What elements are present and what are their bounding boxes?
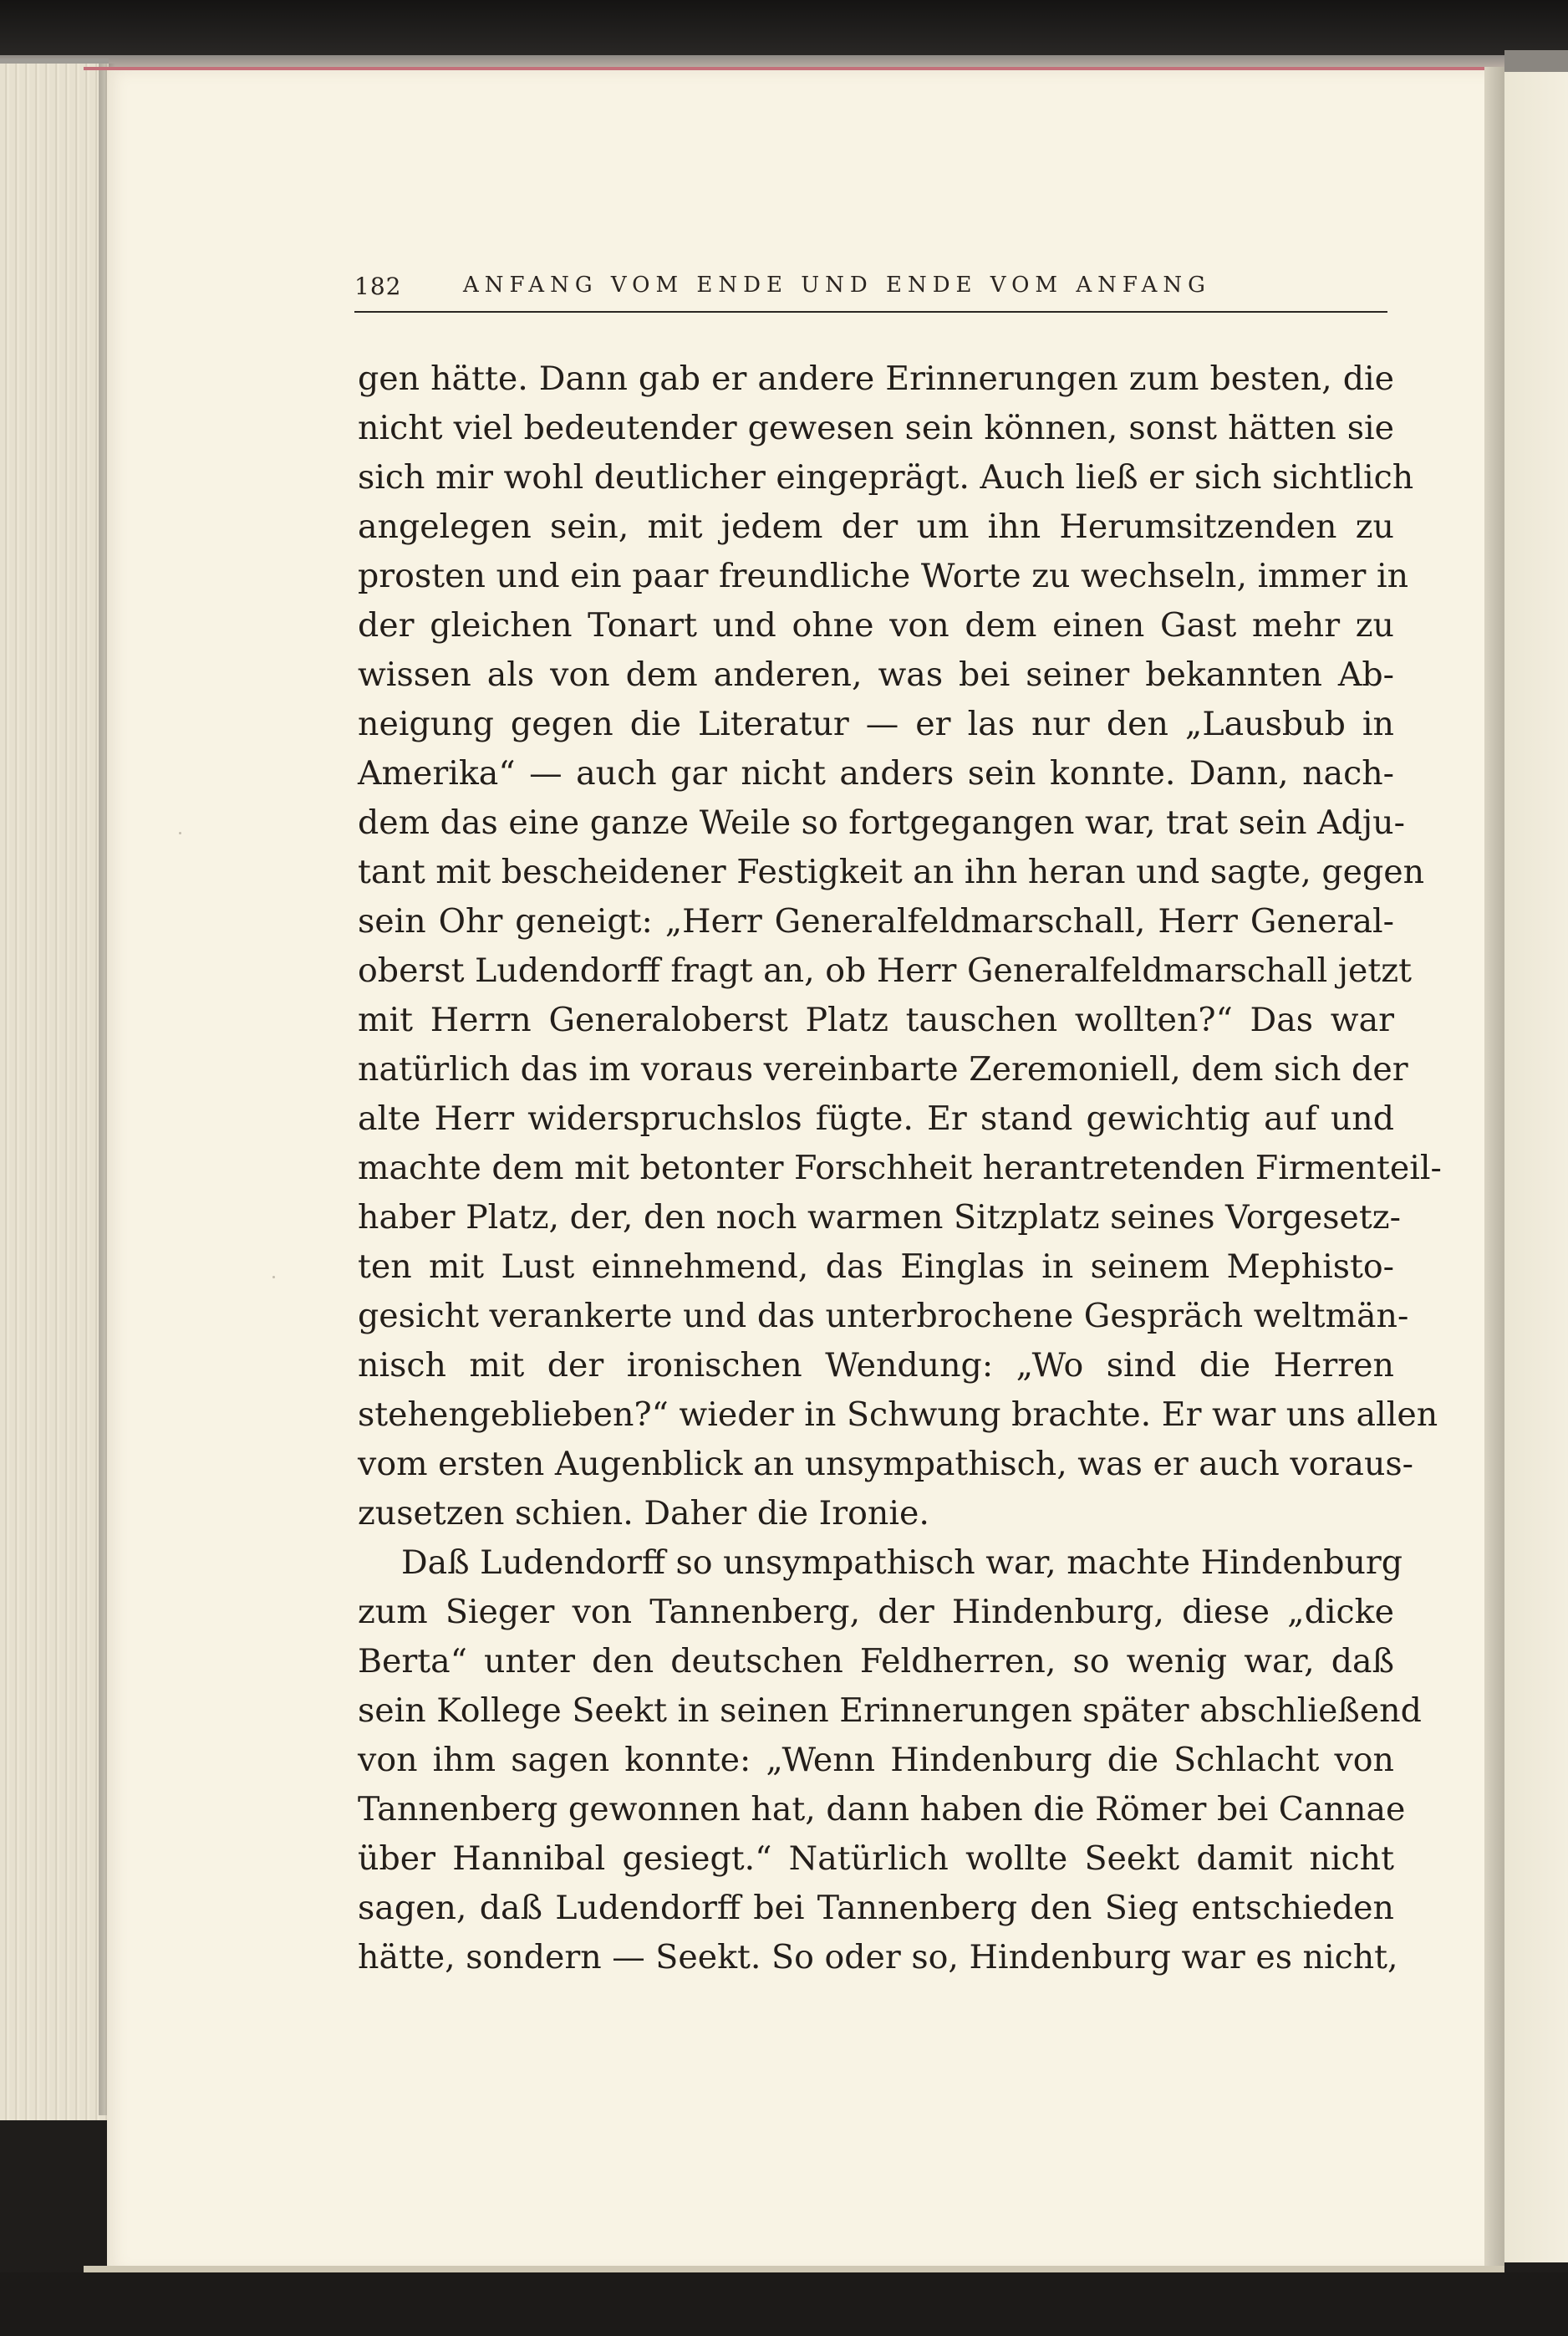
running-header	[354, 269, 1387, 313]
stacked-page-edges	[0, 59, 109, 2120]
running-title: ANFANG VOM ENDE UND ENDE VOM ANFANG	[463, 273, 1211, 298]
text-line: neigung gegen die Literatur — er las nur den „Lausbub in	[358, 705, 1394, 743]
text-line: sein Ohr geneigt: „Herr Generalfeldmarschall, Herr General-	[358, 902, 1394, 941]
text-line: stehengeblieben?“ wieder in Schwung brachte. Er war uns allen	[358, 1395, 1438, 1434]
text-line: nicht viel bedeutender gewesen sein können, sonst hätten sie	[358, 409, 1394, 447]
text-line: sich mir wohl deutlicher eingeprägt. Auch ließ er sich sichtlich	[358, 458, 1414, 497]
dark-background-bottom	[0, 2272, 1568, 2336]
text-line: dem das eine ganze Weile so fortgegangen war, trat sein Adju-	[358, 803, 1405, 842]
text-line: der gleichen Tonart und ohne von dem einen Gast mehr zu	[358, 606, 1394, 645]
text-line: gesicht verankerte und das unterbrochene Gespräch weltmän-	[358, 1297, 1409, 1335]
page-number: 182	[354, 273, 402, 300]
text-line: sein Kollege Seekt in seinen Erinnerungen später abschließend	[358, 1691, 1422, 1730]
text-line: prosten und ein paar freundliche Worte zu wechseln, immer in	[358, 557, 1409, 595]
book-gutter	[1484, 67, 1504, 2274]
text-line: gen hätte. Dann gab er andere Erinnerungen zum besten, die	[358, 360, 1394, 398]
text-line: Daß Ludendorff so unsympathisch war, machte Hindenburg	[401, 1543, 1403, 1582]
paper-speck	[272, 1276, 275, 1278]
text-line: haber Platz, der, den noch warmen Sitzplatz seines Vorgesetz-	[358, 1198, 1401, 1237]
text-line: sagen, daß Ludendorff bei Tannenberg den Sieg entschieden	[358, 1889, 1394, 1927]
text-line: nisch mit der ironischen Wendung: „Wo sind die Herren	[358, 1346, 1394, 1385]
text-line: wissen als von dem anderen, was bei seiner bekannten Ab-	[358, 655, 1394, 694]
text-line: oberst Ludendorff fragt an, ob Herr Generalfeldmarschall jetzt	[358, 951, 1412, 990]
text-line: tant mit bescheidener Festigkeit an ihn heran und sagte, gegen	[358, 853, 1425, 891]
text-line: mit Herrn Generaloberst Platz tauschen wollten?“ Das war	[358, 1001, 1394, 1039]
text-line: zum Sieger von Tannenberg, der Hindenburg, diese „dicke	[358, 1593, 1394, 1631]
text-line: Tannenberg gewonnen hat, dann haben die Römer bei Cannae	[358, 1790, 1406, 1829]
text-line: machte dem mit betonter Forschheit herantretenden Firmenteil-	[358, 1149, 1442, 1187]
text-line: alte Herr widerspruchslos fügte. Er stand gewichtig auf und	[358, 1099, 1394, 1138]
text-line: über Hannibal gesiegt.“ Natürlich wollte Seekt damit nicht	[358, 1839, 1394, 1878]
paper-speck	[179, 832, 181, 834]
facing-page-edge	[1504, 72, 1568, 2262]
text-line: hätte, sondern — Seekt. So oder so, Hindenburg war es nicht,	[358, 1938, 1398, 1976]
body-text	[358, 354, 1442, 1982]
text-line: vom ersten Augenblick an unsympathisch, was er auch voraus-	[358, 1445, 1413, 1483]
book-top-edge	[0, 55, 1504, 67]
text-line: Berta“ unter den deutschen Feldherren, so wenig war, daß	[358, 1642, 1394, 1681]
page-top-red-edge	[84, 67, 1496, 70]
text-line: ten mit Lust einnehmend, das Einglas in seinem Mephisto-	[358, 1247, 1394, 1286]
text-line: von ihm sagen konnte: „Wenn Hindenburg die Schlacht von	[358, 1741, 1394, 1779]
text-line: zusetzen schien. Daher die Ironie.	[358, 1494, 929, 1533]
text-line: Amerika“ — auch gar nicht anders sein konnte. Dann, nach-	[358, 754, 1394, 793]
book-cover-edge	[1504, 50, 1568, 72]
text-line: natürlich das im voraus vereinbarte Zeremoniell, dem sich der	[358, 1050, 1408, 1089]
dark-background-top	[0, 0, 1568, 59]
text-line: angelegen sein, mit jedem der um ihn Herumsitzenden zu	[358, 507, 1394, 546]
